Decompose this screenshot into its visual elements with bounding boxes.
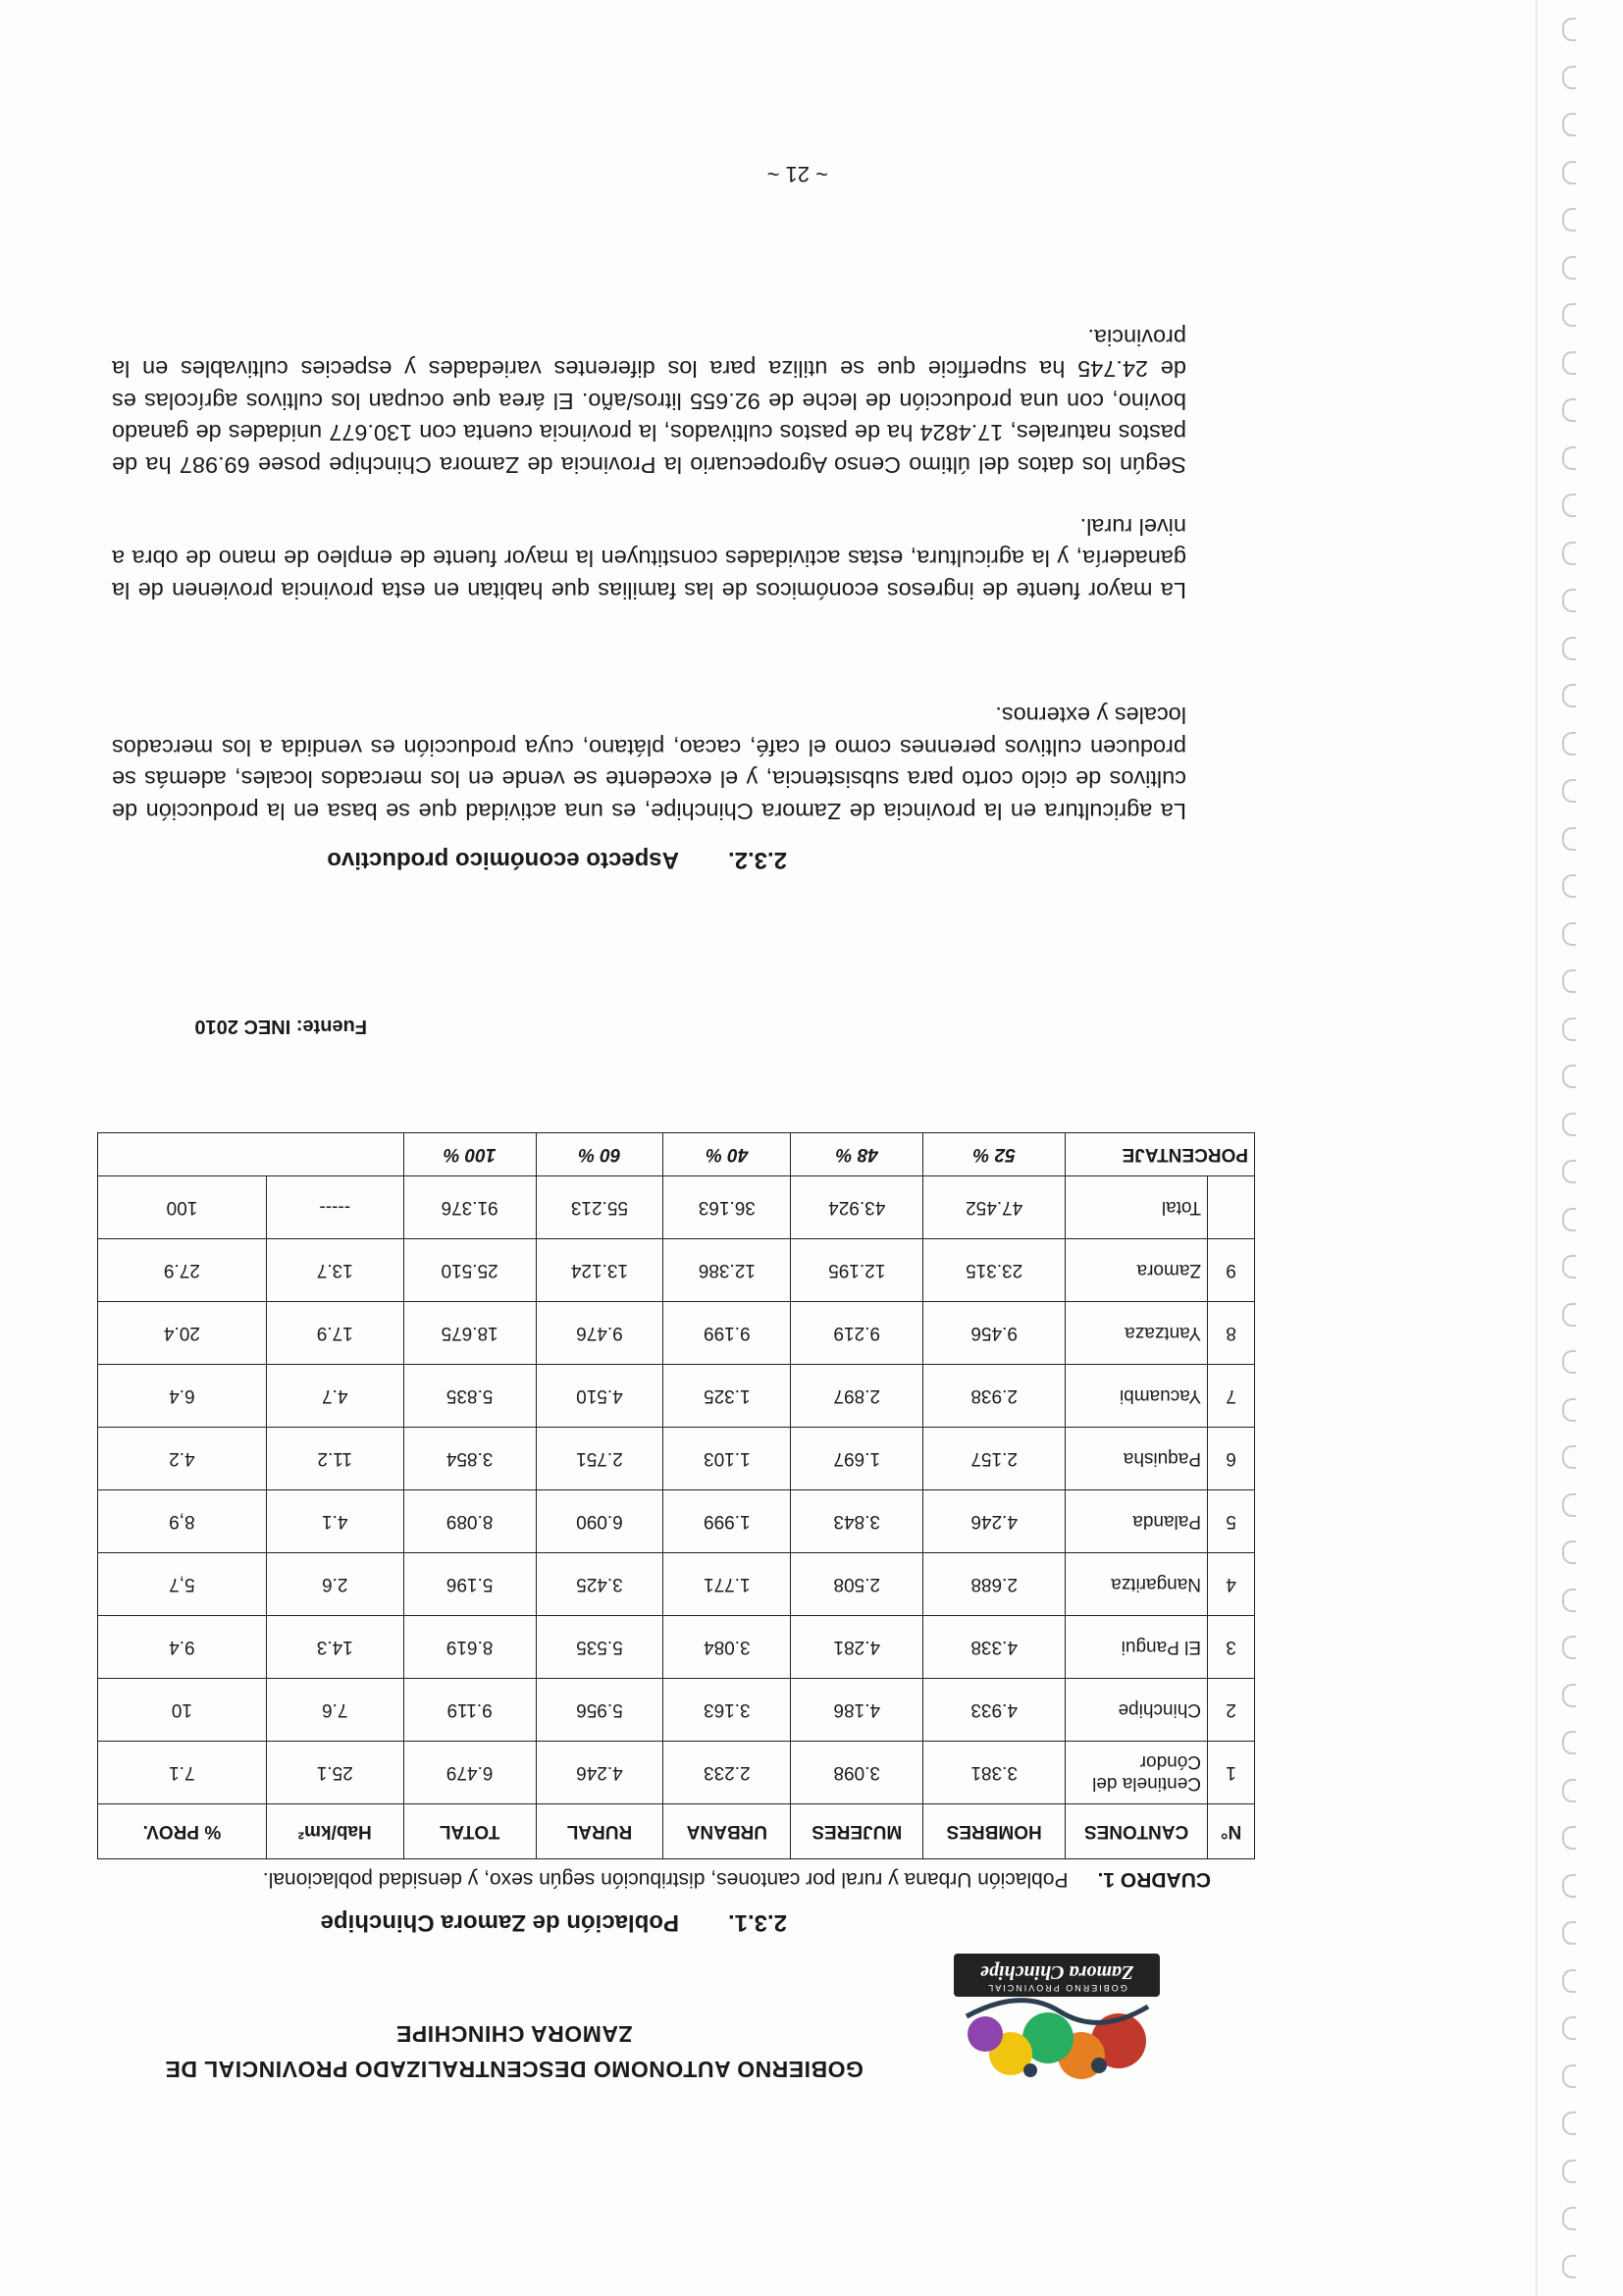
table-cell: 4.2 [98, 1428, 267, 1490]
table-cell: 1.999 [663, 1490, 791, 1553]
table-cell: 8.089 [403, 1490, 536, 1553]
table-cell: 9.219 [791, 1302, 923, 1365]
table-cell: 6 [1208, 1428, 1255, 1490]
table-cell: 9.199 [663, 1302, 791, 1365]
table-cell: 5,7 [98, 1553, 267, 1616]
table-cell: 4.7 [266, 1365, 403, 1428]
canton-name: El Pangui [1066, 1616, 1208, 1679]
total-cell: 100 [98, 1176, 267, 1239]
total-cell: ----- [266, 1176, 403, 1239]
population-table [97, 1132, 1255, 1859]
government-title [102, 2016, 926, 2087]
table-cell: 13.7 [266, 1239, 403, 1302]
table-cell: 1.697 [791, 1428, 923, 1490]
table-header-row [98, 1804, 1255, 1859]
table-cell: 8 [1208, 1302, 1255, 1365]
total-label: Total [1066, 1176, 1208, 1239]
column-header: RURAL [536, 1804, 663, 1859]
section-number: 2.3.2. [727, 847, 787, 873]
table-cell: 1.325 [663, 1365, 791, 1428]
table-row [98, 1428, 1255, 1490]
canton-name: Centinela del Cóndor [1066, 1742, 1208, 1804]
section-heading-economy [327, 846, 787, 873]
table-cell: 4.186 [791, 1679, 923, 1742]
canton-name: Yantzaza [1066, 1302, 1208, 1365]
table-cell: 4.1 [266, 1490, 403, 1553]
table-cell: 4 [1208, 1553, 1255, 1616]
table-cell: 3.843 [791, 1490, 923, 1553]
government-title-line2: ZAMORA CHINCHIPE [395, 2021, 633, 2047]
table-cell: 5 [1208, 1490, 1255, 1553]
empty-cell [1208, 1176, 1255, 1239]
logo-small-text: GOBIERNO PROVINCIAL [986, 1983, 1127, 1993]
table-cell: 2.233 [663, 1742, 791, 1804]
section-title-text: Aspecto económico productivo [327, 847, 679, 873]
canton-name: Zamora [1066, 1239, 1208, 1302]
table-row [98, 1679, 1255, 1742]
canton-name: Palanda [1066, 1490, 1208, 1553]
column-header: MUJERES [791, 1804, 923, 1859]
table-cell: 8.619 [403, 1616, 536, 1679]
table-cell: 4.246 [923, 1490, 1066, 1553]
logo-text [954, 1954, 1160, 1997]
table-cell: 4.281 [791, 1616, 923, 1679]
percentage-cell: 52 % [923, 1133, 1066, 1176]
table-cell: 6.4 [98, 1365, 267, 1428]
table-cell: 1.103 [663, 1428, 791, 1490]
table-cell: 13.124 [536, 1239, 663, 1302]
table-cell: 2.751 [536, 1428, 663, 1490]
table-cell: 14.3 [266, 1616, 403, 1679]
logo-name: Zamora Chinchipe [979, 1961, 1134, 1983]
table-cell: 12.386 [663, 1239, 791, 1302]
section-heading-population [321, 1908, 787, 1936]
section-number: 2.3.1. [727, 1909, 787, 1936]
table-cell: 3.084 [663, 1616, 791, 1679]
canton-name: Nangaritza [1066, 1553, 1208, 1616]
table-row [98, 1490, 1255, 1553]
table-cell: 9.456 [923, 1302, 1066, 1365]
table-cell: 4.933 [923, 1679, 1066, 1742]
table-cell: 25.1 [266, 1742, 403, 1804]
percentage-cell: 100 % [403, 1133, 536, 1176]
table-row [98, 1553, 1255, 1616]
table-cell: 4.510 [536, 1365, 663, 1428]
table-cell: 6.090 [536, 1490, 663, 1553]
table-cell: 9 [1208, 1239, 1255, 1302]
table-cell: 27.9 [98, 1239, 267, 1302]
column-header: CANTONES [1066, 1804, 1208, 1859]
page-number: ~ 21 ~ [766, 162, 828, 186]
table-row [98, 1239, 1255, 1302]
total-cell: 91.376 [403, 1176, 536, 1239]
table-cell: 4.338 [923, 1616, 1066, 1679]
table-cell: 2.6 [266, 1553, 403, 1616]
column-header: HOMBRES [923, 1804, 1066, 1859]
table-cell: 9.4 [98, 1616, 267, 1679]
table-cell: 23.315 [923, 1239, 1066, 1302]
section-title-text: Población de Zamora Chinchipe [320, 1909, 679, 1936]
percentage-cell: 60 % [536, 1133, 663, 1176]
table-cell: 2.508 [791, 1553, 923, 1616]
table-cell: 1.771 [663, 1553, 791, 1616]
table-cell: 9.119 [403, 1679, 536, 1742]
caption-label: CUADRO 1. [1097, 1868, 1211, 1891]
table-cell: 1 [1208, 1742, 1255, 1804]
table-cell: 3.381 [923, 1742, 1066, 1804]
table-cell: 3.425 [536, 1553, 663, 1616]
column-header: Hab/km² [266, 1804, 403, 1859]
empty-cell [98, 1133, 404, 1176]
table-cell: 6.479 [403, 1742, 536, 1804]
canton-name: Paquisha [1066, 1428, 1208, 1490]
logo-artwork-icon [962, 1997, 1158, 2095]
percentage-row [98, 1133, 1255, 1176]
column-header: TOTAL [403, 1804, 536, 1859]
table-cell: 25.510 [403, 1239, 536, 1302]
table-cell: 17.9 [266, 1302, 403, 1365]
total-cell: 55.213 [536, 1176, 663, 1239]
percentage-label: PORCENTAJE [1066, 1133, 1255, 1176]
table-cell: 8,9 [98, 1490, 267, 1553]
table-cell: 2 [1208, 1679, 1255, 1742]
provincial-logo [946, 1948, 1172, 2095]
table-row [98, 1616, 1255, 1679]
table-cell: 3.098 [791, 1742, 923, 1804]
table-cell: 10 [98, 1679, 267, 1742]
column-header: % PROV. [98, 1804, 267, 1859]
table-cell: 5.956 [536, 1679, 663, 1742]
government-title-line1: GOBIERNO AUTONOMO DESCENTRALIZADO PROVINCIAL DE [165, 2057, 864, 2082]
table-cell: 7 [1208, 1365, 1255, 1428]
paragraph-census: Según los datos del último Censo Agropecuario la Provincia de Zamora Chinchipe posee 69.987 ha de pastos naturales, 17.4824 ha de pastos cultivados, la provincia cuenta con 130.677 unidades de ganado bovino, con una producción de leche de 92.655 litros/año. El área que ocupan los cultivos agrícolas es de 24.745 ha superficie que se utiliza para los diferentes variedades y especies cultivables en la provincia. [112, 325, 1186, 478]
table-cell: 2.897 [791, 1365, 923, 1428]
paragraph-income: La mayor fuente de ingresos económicos de las familias que habitan en esta provincia provienen de la ganadería, y la agricultura, estas actividades constituyen la mayor fuente de empleo de mano de obra a nivel rural. [112, 514, 1186, 603]
column-header: N° [1208, 1804, 1255, 1859]
table-row [98, 1365, 1255, 1428]
percentage-cell: 48 % [791, 1133, 923, 1176]
table-cell: 18.675 [403, 1302, 536, 1365]
table-cell: 12.195 [791, 1239, 923, 1302]
total-cell: 43.924 [791, 1176, 923, 1239]
table-cell: 5.535 [536, 1616, 663, 1679]
document-header [92, 1948, 1172, 2095]
table-cell: 7.6 [266, 1679, 403, 1742]
table-row [98, 1302, 1255, 1365]
table-cell: 4.246 [536, 1742, 663, 1804]
table-cell: 20.4 [98, 1302, 267, 1365]
table-cell: 11.2 [266, 1428, 403, 1490]
table-cell: 3 [1208, 1616, 1255, 1679]
total-cell: 36.163 [663, 1176, 791, 1239]
table-cell: 5.196 [403, 1553, 536, 1616]
table-cell: 7.1 [98, 1742, 267, 1804]
table-cell: 2.938 [923, 1365, 1066, 1428]
table-caption [112, 1867, 1211, 1891]
table-cell: 9.476 [536, 1302, 663, 1365]
caption-text: Población Urbana y rural por cantones, distribución según sexo, y densidad poblacional. [262, 1868, 1069, 1891]
table-row [98, 1742, 1255, 1804]
table-cell: 3.854 [403, 1428, 536, 1490]
percentage-cell: 40 % [663, 1133, 791, 1176]
table-cell: 5.835 [403, 1365, 536, 1428]
total-cell: 47.452 [923, 1176, 1066, 1239]
table-cell: 2.688 [923, 1553, 1066, 1616]
table-cell: 3.163 [663, 1679, 791, 1742]
table-source: Fuente: INEC 2010 [194, 1016, 367, 1037]
total-row [98, 1176, 1255, 1239]
canton-name: Yacuambi [1066, 1365, 1208, 1428]
table-cell: 2.157 [923, 1428, 1066, 1490]
column-header: URBANA [663, 1804, 791, 1859]
canton-name: Chinchipe [1066, 1679, 1208, 1742]
paragraph-agriculture: La agricultura en la provincia de Zamora Chinchipe, es una actividad que se basa en la producción de cultivos de ciclo corto para subsistencia, y el excedente se vende en los mercados locales, además se producen cultivos perennes como el café, cacao, plátano, cuya producción es vendida a los mercados locales y externos. [112, 703, 1186, 824]
